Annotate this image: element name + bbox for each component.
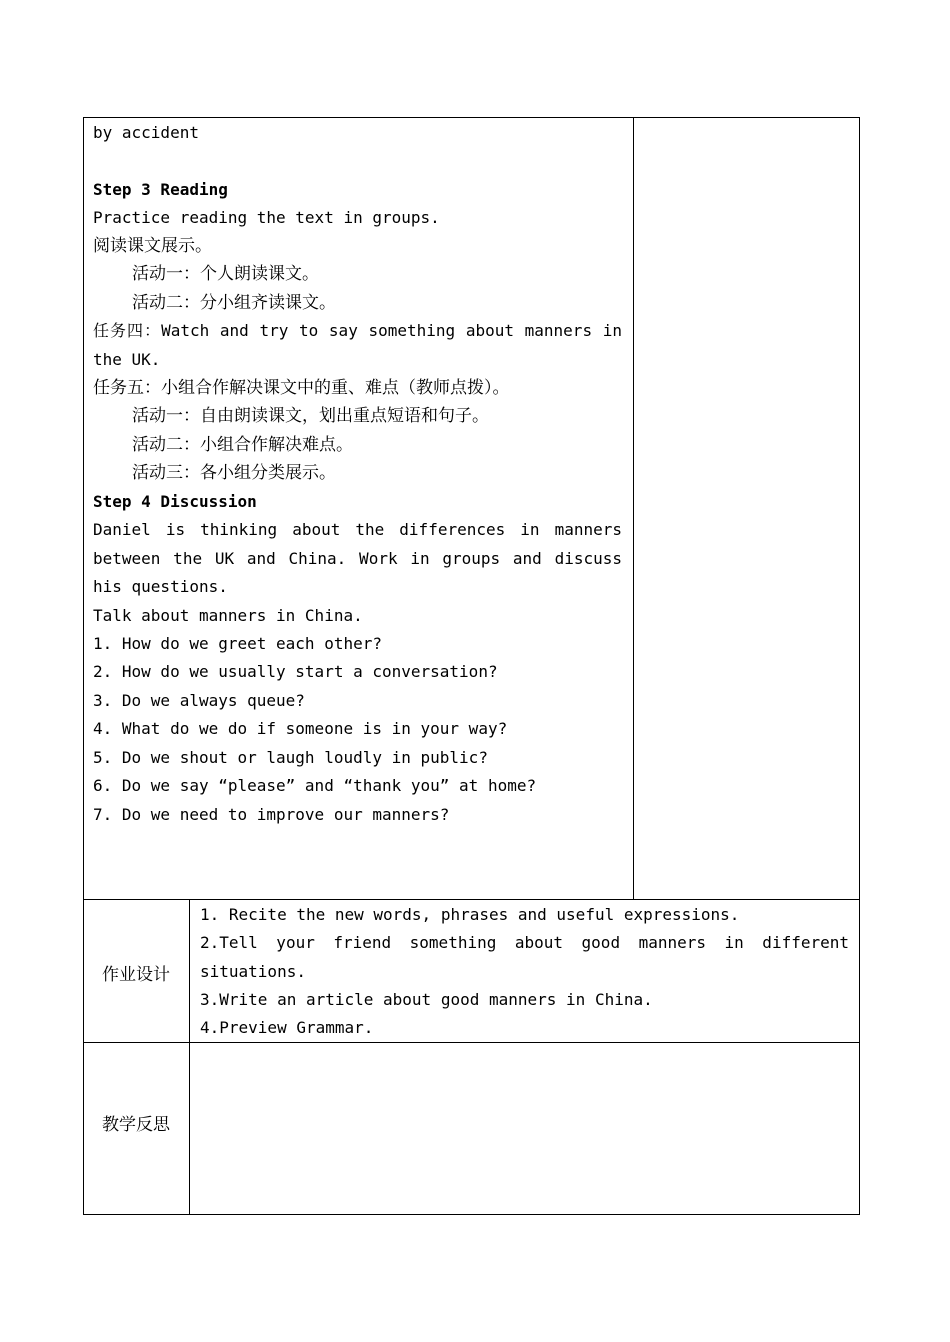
table-border-bottom (83, 1214, 860, 1215)
question-4: 4. What do we do if someone is in your way? (93, 719, 508, 738)
question-1: 1. How do we greet each other? (93, 634, 382, 653)
question-2: 2. How do we usually start a conversation? (93, 662, 498, 681)
table-border-right (859, 117, 860, 1215)
step3-instruction-cn: 阅读课文展示。 (93, 236, 212, 256)
discussion-line-3: his questions. (93, 577, 228, 596)
homework-item-2-line-1: 2.Tell your friend something about good manners in different (200, 933, 849, 952)
task5-activity-1: 活动一：自由朗读课文，划出重点短语和句子。 (132, 406, 489, 426)
discussion-line-2: between the UK and China. Work in groups and discuss (93, 549, 622, 568)
reflection-content-cell (190, 1043, 859, 1214)
homework-item-4: 4.Preview Grammar. (200, 1018, 374, 1037)
table-border-top (83, 117, 860, 118)
task5-activity-3: 活动三：各小组分类展示。 (132, 463, 336, 483)
step3-heading: Step 3 Reading (93, 180, 228, 199)
text-by-accident: by accident (93, 123, 199, 142)
activity-2: 活动二：分小组齐读课文。 (132, 293, 336, 313)
reflection-label: 教学反思 (102, 1115, 170, 1135)
task5-activity-2: 活动二：小组合作解决难点。 (132, 435, 353, 455)
task4-line-2: the UK. (93, 350, 161, 369)
homework-label: 作业设计 (102, 965, 170, 985)
row-divider-homework (83, 899, 860, 900)
discussion-line-1: Daniel is thinking about the differences in manners (93, 520, 622, 539)
homework-item-2-line-2: situations. (200, 962, 306, 981)
question-7: 7. Do we need to improve our manners? (93, 805, 450, 824)
task5: 任务五：小组合作解决课文中的重、难点（教师点拨）。 (93, 378, 510, 398)
discussion-line-4: Talk about manners in China. (93, 606, 363, 625)
column-divider-main (633, 117, 634, 899)
step3-instruction: Practice reading the text in groups. (93, 208, 440, 227)
homework-item-1: 1. Recite the new words, phrases and useful expressions. (200, 905, 740, 924)
step4-heading: Step 4 Discussion (93, 492, 257, 511)
task4-line-1: 任务四：Watch and try to say something about manners in (93, 321, 622, 340)
activity-1: 活动一：个人朗读课文。 (132, 264, 319, 284)
question-6: 6. Do we say “please” and “thank you” at home? (93, 776, 537, 795)
table-border-left (83, 117, 84, 1215)
question-3: 3. Do we always queue? (93, 691, 305, 710)
homework-item-3: 3.Write an article about good manners in China. (200, 990, 653, 1009)
question-5: 5. Do we shout or laugh loudly in public? (93, 748, 488, 767)
